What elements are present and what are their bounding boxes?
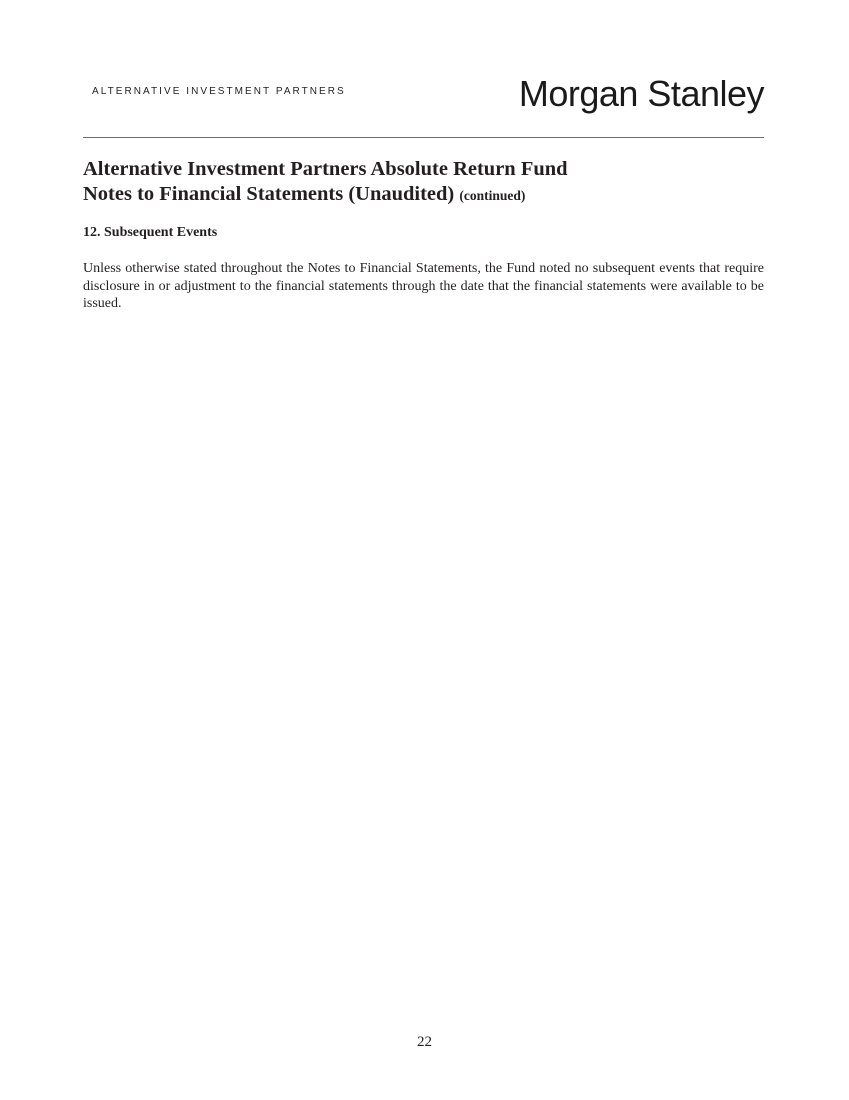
fund-name: Alternative Investment Partners Absolute Return Fund xyxy=(83,158,568,180)
document-title xyxy=(83,157,764,208)
continued-label: (continued) xyxy=(459,188,526,203)
section-body: Unless otherwise stated throughout the Notes to Financial Statements, the Fund noted no subsequent events that require disclosure in or adjustment to the financial statements through the date that the financial statements were available to be issued. xyxy=(83,261,764,311)
statement-title-main: Notes to Financial Statements (Unaudited) xyxy=(83,183,455,205)
brand-logo: Morgan Stanley xyxy=(518,73,764,114)
statement-title xyxy=(83,182,764,208)
division-name: ALTERNATIVE INVESTMENT PARTNERS xyxy=(92,86,346,97)
section-heading: 12. Subsequent Events xyxy=(83,225,218,240)
page-header xyxy=(83,70,764,138)
page-number: 22 xyxy=(417,1034,432,1050)
header-divider xyxy=(83,137,764,138)
